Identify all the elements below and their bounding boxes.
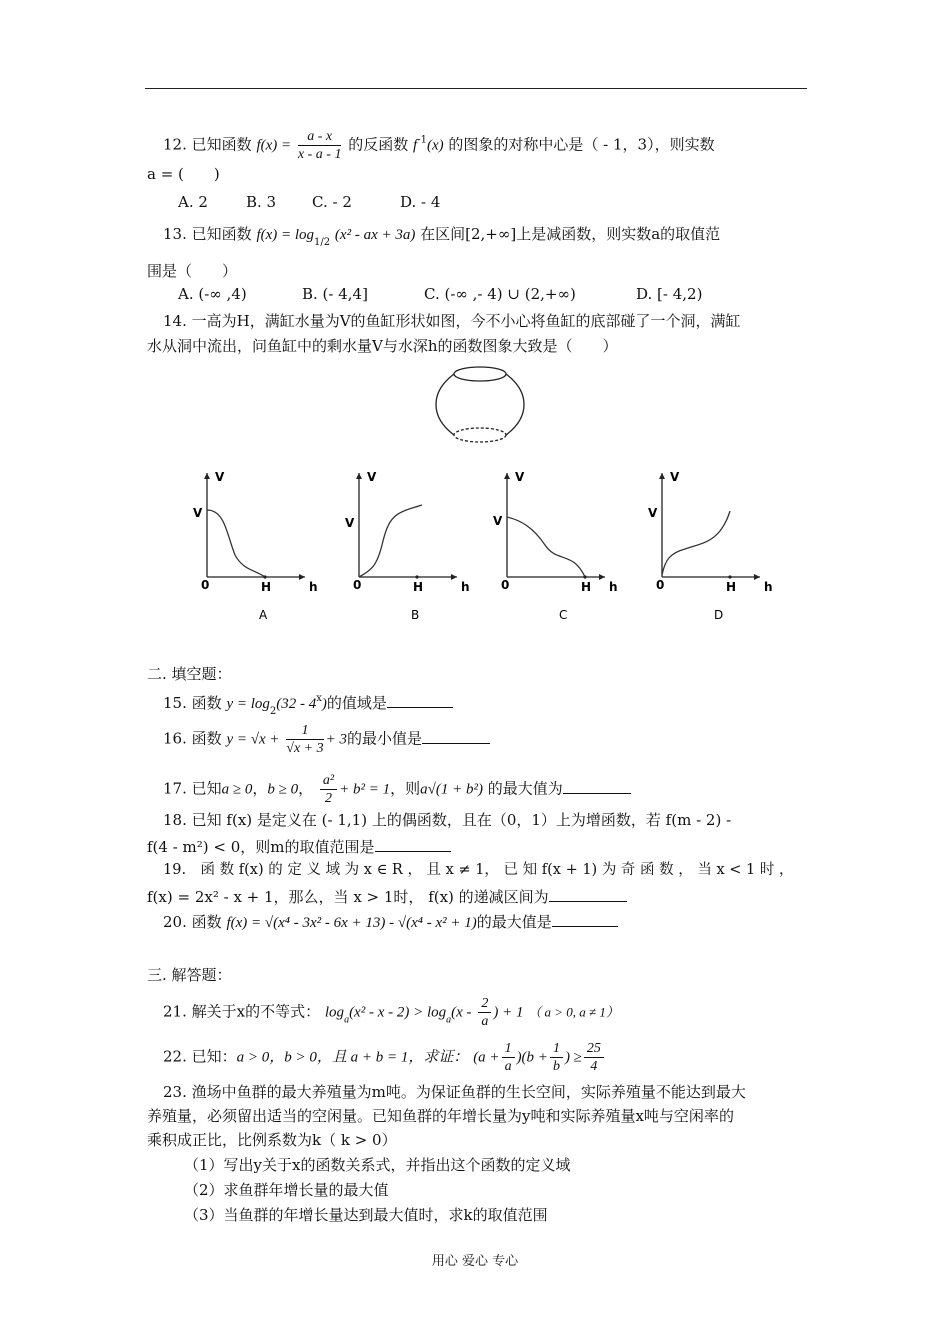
section-solve: 三. 解答题： <box>147 966 232 984</box>
q13-option-c: C. (-∞ ,- 4) ∪ (2,+∞) <box>424 285 576 303</box>
graph-a <box>193 470 318 622</box>
origin-label: 0 <box>201 578 210 592</box>
q19-line1: 19. 函 数 f(x) 的 定 义 域 为 x ∈ R ， 且 x ≠ 1， 已 知 f(x + 1) 为 奇 函 数 ， 当 x < 1 时 ， <box>163 862 794 878</box>
q23-sub1: （1）写出y关于x的函数关系式，并指出这个函数的定义域 <box>184 1156 571 1174</box>
q12-expr: f(x) = <box>256 137 292 154</box>
v-tick-label: V <box>648 506 658 520</box>
origin-label: 0 <box>353 578 362 592</box>
q17-answer-blank[interactable] <box>563 777 631 794</box>
h-tick-label: H <box>726 580 737 594</box>
q14-line2: 水从洞中流出，问鱼缸中的剩水量V与水深h的函数图象大致是（ ） <box>147 337 618 355</box>
q17: 17. 已知a ≥ 0，b ≥ 0， $\frac{\text{a²}}{2}$ + b² = 1，则a√(1 + b²) 的最大值为 <box>163 772 631 807</box>
q12-text: 已知函数 <box>191 135 252 154</box>
origin-label: 0 <box>501 578 510 592</box>
v-tick-label: V <box>193 506 203 520</box>
q12-option-c: C. - 2 <box>312 193 352 211</box>
graph-label: D <box>714 608 724 622</box>
q13-option-a: A. (-∞ ,4) <box>178 285 247 303</box>
q13-option-d: D. [- 4,2) <box>636 285 703 303</box>
q23-line1: 23. 渔场中鱼群的最大养殖量为m吨。为保证鱼群的生长空间，实际养殖量不能达到最大 <box>163 1083 746 1101</box>
answer-graphs <box>185 465 785 625</box>
curve-b <box>359 505 422 577</box>
q19-answer-blank[interactable] <box>549 885 627 902</box>
h-axis-label: h <box>609 580 618 594</box>
h-axis-label: h <box>461 580 470 594</box>
q12-line2: a = ( ) <box>147 165 220 183</box>
graph-label: B <box>411 608 420 622</box>
graph-label: C <box>559 608 568 622</box>
curve-a <box>207 510 265 577</box>
q12-option-b: B. 3 <box>246 193 277 211</box>
q15: 15. 函数 $y = \log_2(32 - 4^x)$的值域是 <box>163 689 453 722</box>
q18-line2: f(4 - m²) < 0，则m的取值范围是 <box>147 835 451 857</box>
h-tick-label: H <box>581 580 592 594</box>
graph-d <box>648 470 773 622</box>
q21: 21. 解关于x的不等式： $\log_a(x^2 - x - 2) > \log_a(x$ - $\frac{2}{a}$ ) + 1 （ a > 0, a ≠ 1） <box>163 996 619 1029</box>
q12-number: 12. <box>163 135 187 154</box>
curve-c <box>507 517 585 577</box>
graph-label: A <box>259 608 268 622</box>
q12-line1: 12. 已知函数 f(x) = $\frac{a - x}{x - a - 1}$ 的反函数 $f^{-1}(x)$ 的图象的对称中心是（ - 1，3），则实数 <box>163 129 715 162</box>
fish-tank-figure <box>425 362 535 454</box>
header-rule <box>145 88 807 89</box>
h-axis-label: h <box>309 580 318 594</box>
h-axis-label: h <box>764 580 773 594</box>
q12-fraction: $\frac{a - x}{x - a - 1}$ <box>297 129 342 162</box>
graph-b <box>345 470 470 622</box>
graph-c <box>493 470 618 622</box>
q20: 20. 函数 f(x) = √(x⁴ - 3x² - 6x + 13) - √(x⁴ - x² + 1)的最大值是 <box>163 910 618 933</box>
v-axis-label: V <box>670 470 680 484</box>
q18-answer-blank[interactable] <box>375 835 451 852</box>
q16: 16. 函数 y = √x + $\frac{1}{√x + 3}$ + 3的最小值是 <box>163 722 490 757</box>
h-tick-label: H <box>413 580 424 594</box>
curve-d <box>662 511 730 575</box>
h-tick-label: H <box>261 580 272 594</box>
q14-line1: 14. 一高为H，满缸水量为V的鱼缸形状如图，今不小心将鱼缸的底部碰了一个洞，满缸 <box>163 312 741 330</box>
section-fill-in: 二. 填空题： <box>147 665 232 683</box>
q19-line2: f(x) = 2x² - x + 1，那么，当 x > 1时， f(x) 的递减区间为 <box>147 885 627 907</box>
q22: 22. 已知：a > 0，b > 0，且 a + b = 1，求证： (a + $\frac{1}{a}$ )(b + $\frac{1}{b}$ ) ≥ $\frac{25}{4}$ <box>163 1040 606 1075</box>
origin-label: 0 <box>656 578 665 592</box>
q12-option-a: A. 2 <box>178 193 208 211</box>
q12-option-d: D. - 4 <box>400 193 441 211</box>
q13-line1: 13. 已知函数 $f(x) = \log_{1/2} (x^2$ - ax + 3a) 在区间[2,+∞]上是减函数，则实数a的取值范 <box>163 225 721 248</box>
q13-option-b: B. (- 4,4] <box>302 285 368 303</box>
q23-sub2: （2）求鱼群年增长量的最大值 <box>184 1181 389 1199</box>
q23-line2: 养殖量，必须留出适当的空闲量。已知鱼群的年增长量为y吨和实际养殖量x吨与空闲率的 <box>147 1107 734 1125</box>
q15-answer-blank[interactable] <box>387 691 453 708</box>
v-axis-label: V <box>367 470 377 484</box>
v-axis-label: V <box>515 470 525 484</box>
v-tick-label: V <box>345 516 355 530</box>
q23-line3: 乘积成正比，比例系数为k（ k > 0） <box>147 1131 397 1149</box>
q16-answer-blank[interactable] <box>422 727 490 744</box>
q18-line1: 18. 已知 f(x) 是定义在 (- 1,1) 上的偶函数，且在（0，1）上为增函数，若 f(m - 2) - <box>163 811 732 829</box>
q13-line2: 围是（ ） <box>147 262 238 280</box>
q23-sub3: （3）当鱼群的年增长量达到最大值时，求k的取值范围 <box>184 1206 548 1224</box>
v-axis-label: V <box>215 470 225 484</box>
page-footer: 用心 爱心 专心 <box>431 1254 519 1269</box>
q20-answer-blank[interactable] <box>552 910 618 927</box>
v-tick-label: V <box>493 514 503 528</box>
